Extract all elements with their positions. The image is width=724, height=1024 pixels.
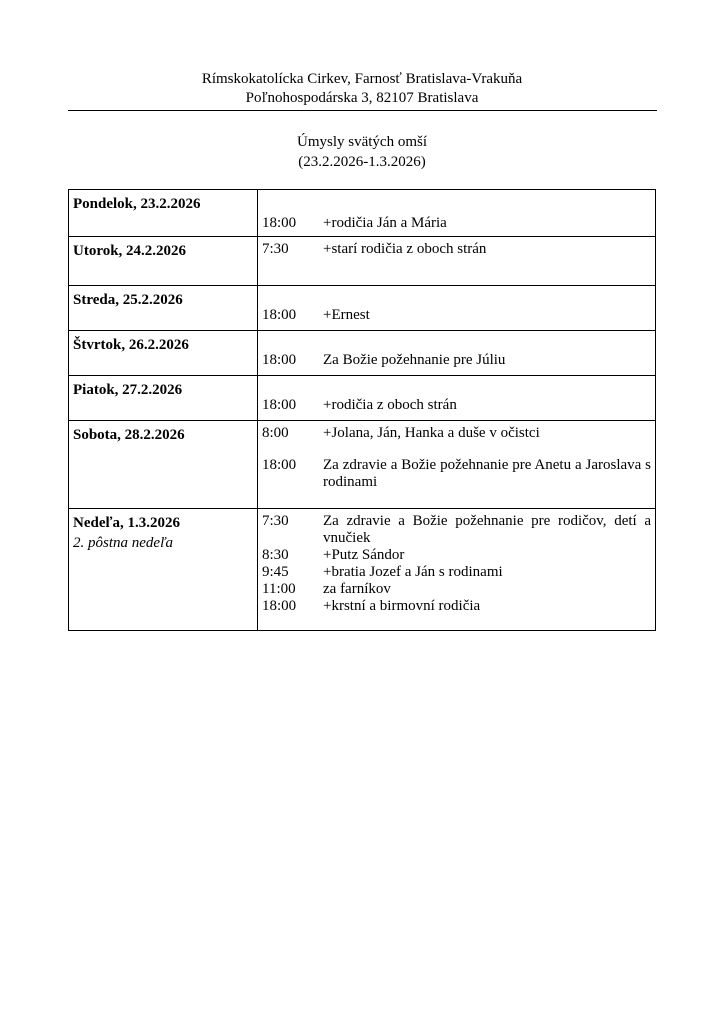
table-row — [69, 190, 656, 237]
masses-cell — [258, 509, 656, 631]
masses-cell — [258, 286, 656, 331]
day-label: Utorok, 24.2.2026 — [73, 243, 187, 259]
mass-intention: +Jolana, Ján, Hanka a duše v očistci — [323, 425, 540, 441]
masses-cell — [258, 331, 656, 376]
mass-time: 18:00 — [262, 457, 297, 473]
table-row — [69, 421, 656, 509]
mass-time: 9:45 — [262, 564, 289, 580]
table-row — [69, 509, 656, 631]
mass-intention: +krstní a birmovní rodičia — [323, 598, 481, 614]
parish-address: Poľnohospodárska 3, 82107 Bratislava — [245, 90, 479, 106]
day-cell — [69, 237, 258, 286]
mass-time: 18:00 — [262, 352, 297, 368]
parish-header — [0, 70, 724, 108]
day-cell — [69, 509, 258, 631]
liturgical-note: 2. pôstna nedeľa — [73, 535, 174, 551]
mass-intention: za farníkov — [323, 581, 391, 597]
masses-cell — [258, 376, 656, 421]
day-cell — [69, 286, 258, 331]
day-cell — [69, 421, 258, 509]
day-cell — [69, 190, 258, 237]
day-cell — [69, 331, 258, 376]
mass-time: 18:00 — [262, 397, 297, 413]
table-row — [69, 286, 656, 331]
title-main: Úmysly svätých omší — [297, 134, 427, 150]
mass-intention: Za Božie požehnanie pre Júliu — [323, 352, 506, 368]
mass-intention: +Ernest — [323, 307, 370, 323]
mass-time: 7:30 — [262, 513, 289, 529]
mass-time: 7:30 — [262, 241, 289, 257]
mass-intentions-table — [68, 189, 656, 631]
mass-intention: Za zdravie a Božie požehnanie pre Anetu a Jaroslava s rodinami — [323, 457, 652, 490]
table-row — [69, 331, 656, 376]
document-title — [0, 132, 724, 172]
mass-time: 8:30 — [262, 547, 289, 563]
day-label: Streda, 25.2.2026 — [73, 292, 183, 308]
mass-intention: +rodičia Ján a Mária — [323, 215, 447, 231]
day-label: Sobota, 28.2.2026 — [73, 427, 185, 443]
masses-cell — [258, 190, 656, 237]
mass-intention: Za zdravie a Božie požehnanie pre rodičov, detí a vnučiek — [323, 513, 652, 546]
table-row — [69, 237, 656, 286]
table-row — [69, 376, 656, 421]
mass-time: 18:00 — [262, 307, 297, 323]
parish-name: Rímskokatolícka Cirkev, Farnosť Bratislava-Vrakuňa — [201, 71, 523, 87]
mass-time: 8:00 — [262, 425, 289, 441]
header-divider — [68, 110, 657, 111]
mass-intention: +rodičia z oboch strán — [323, 397, 457, 413]
day-label: Štvrtok, 26.2.2026 — [73, 337, 189, 353]
masses-cell — [258, 421, 656, 509]
mass-intention: +starí rodičia z oboch strán — [323, 241, 487, 257]
day-cell — [69, 376, 258, 421]
mass-intention: +bratia Jozef a Ján s rodinami — [323, 564, 503, 580]
mass-time: 11:00 — [262, 581, 296, 597]
day-label: Piatok, 27.2.2026 — [73, 382, 183, 398]
masses-cell — [258, 237, 656, 286]
mass-intention: +Putz Sándor — [323, 547, 405, 563]
mass-time: 18:00 — [262, 598, 297, 614]
day-label: Nedeľa, 1.3.2026 — [73, 515, 181, 531]
title-date-range: (23.2.2026-1.3.2026) — [298, 154, 426, 170]
day-label: Pondelok, 23.2.2026 — [73, 196, 201, 212]
mass-time: 18:00 — [262, 215, 297, 231]
